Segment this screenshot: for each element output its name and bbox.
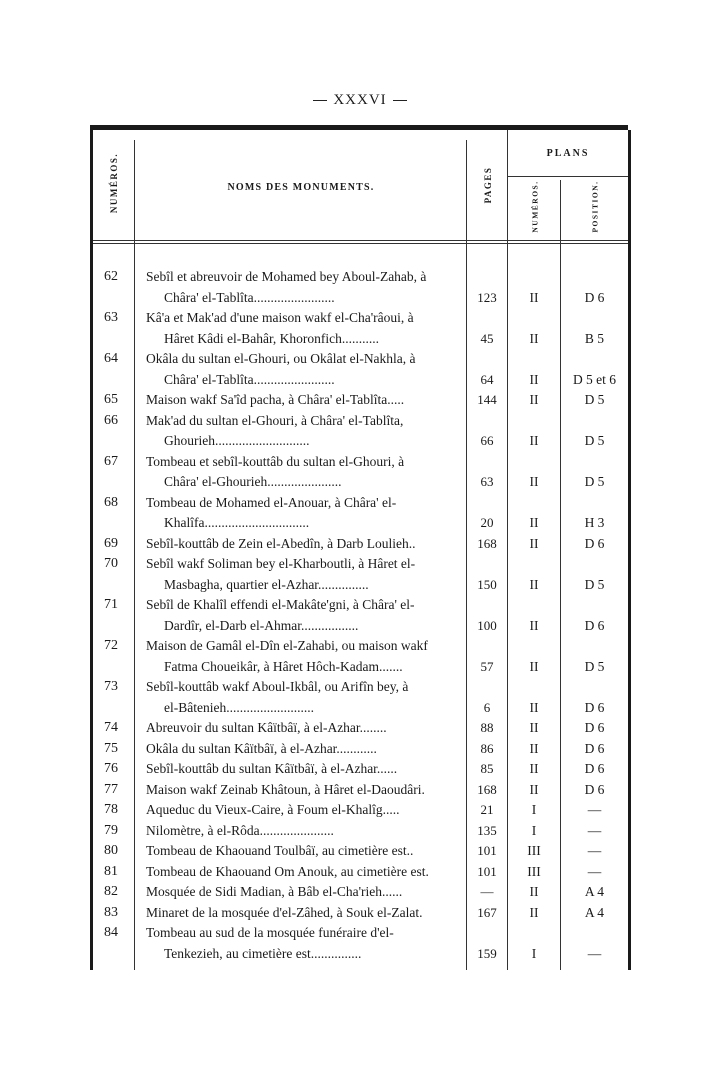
table-row [90, 759, 628, 780]
table-row [90, 493, 628, 534]
table-row [90, 452, 628, 493]
plan-position: D 5 [584, 658, 605, 674]
plan-position: A 4 [584, 904, 605, 920]
table-row [90, 862, 628, 883]
monument-name-line: Tombeau de Khaouand Toulbâï, au cimetière est.. [146, 843, 414, 858]
monument-name-line: Maison de Gamâl el-Dîn el-Zahabi, ou maison wakf [146, 638, 428, 653]
plan-number: II [529, 617, 539, 633]
monument-name-line: Dardîr, el-Darb el-Ahmar................. [164, 617, 359, 633]
monument-name [146, 308, 464, 349]
plan-position: — [587, 945, 602, 961]
table-row [90, 718, 628, 739]
page-number: XXXVI [333, 92, 387, 108]
page-ref: 101 [477, 863, 497, 879]
monument-name-line: Châra' el-Tablîta........................ [164, 289, 335, 305]
rule-under-header [93, 240, 628, 241]
plan-position: — [587, 863, 602, 879]
monument-name-line: Nilomètre, à el-Rôda...................... [146, 822, 334, 838]
monument-name-line: Châra' el-Ghourieh...................... [164, 474, 342, 489]
plan-number: II [529, 474, 539, 489]
header-plans: PLANS [546, 148, 590, 159]
table-row [90, 739, 628, 760]
monument-name [146, 821, 464, 842]
plan-number: II [529, 371, 539, 387]
monument-name-line: Maison wakf Zeinab Khâtoun, à Hâret el-Daoudâri. [146, 781, 425, 797]
table-row [90, 554, 628, 595]
monument-name [146, 759, 464, 780]
table-row [90, 800, 628, 821]
page-ref: 123 [477, 289, 497, 305]
plan-number: III [527, 863, 541, 879]
table-row [90, 349, 628, 390]
monument-name-line: Tombeau et sebîl-kouttâb du sultan el-Ghouri, à [146, 453, 405, 469]
monument-name [146, 923, 464, 964]
monument-name [146, 390, 464, 411]
page-ref: 45 [480, 330, 494, 346]
plan-position: D 5 [584, 576, 605, 592]
plan-position: D 6 [584, 720, 605, 735]
monument-name-line: Sebîl wakf Soliman bey el-Kharboutli, à Hâret el- [146, 556, 416, 571]
row-number: 69 [104, 535, 118, 551]
page-ref: 167 [477, 904, 497, 920]
plan-position: — [587, 843, 602, 858]
row-number: 70 [104, 556, 118, 571]
header-plans-numeros: NUMÉROS. [530, 180, 540, 233]
row-number: 64 [104, 351, 118, 366]
page-ref: 144 [477, 392, 497, 407]
monument-name [146, 882, 464, 903]
table-row [90, 308, 628, 349]
monument-name [146, 636, 464, 677]
page-ref: 66 [480, 433, 494, 448]
plan-position: H 3 [584, 515, 605, 530]
row-number: 76 [104, 761, 118, 776]
page-ref: 21 [480, 802, 494, 817]
plan-number: II [529, 433, 539, 448]
plan-position: D 5 [584, 392, 605, 407]
monument-name [146, 493, 464, 534]
monument-name [146, 780, 464, 801]
plan-number: II [529, 884, 539, 899]
monument-name-line: Minaret de la mosquée d'el-Zâhed, à Souk el-Zalat. [146, 904, 423, 920]
header-plans-position: POSITION. [590, 180, 600, 233]
plan-position: D 6 [584, 761, 605, 776]
plan-position: D 6 [584, 289, 605, 305]
page-ref: 85 [480, 761, 494, 776]
plan-number: II [529, 699, 539, 715]
plan-position: B 5 [584, 330, 605, 346]
row-number: 75 [104, 740, 118, 756]
row-number: 67 [104, 453, 118, 469]
header-noms: NOMS DES MONUMENTS. [227, 182, 375, 193]
monuments-table [90, 125, 628, 970]
row-number: 68 [104, 494, 118, 510]
monument-name-line: Tenkezieh, au cimetière est............... [164, 945, 362, 961]
plan-number: II [529, 576, 539, 592]
plan-number: I [531, 945, 537, 961]
monument-name [146, 267, 464, 308]
plan-position: D 5 et 6 [572, 371, 617, 387]
row-number: 62 [104, 269, 118, 284]
monument-name-line: Okâla du sultan Kâïtbâï, à el-Azhar............ [146, 740, 377, 756]
plan-position: D 6 [584, 740, 605, 756]
page-ref: 159 [477, 945, 497, 961]
page-ref: 150 [477, 576, 497, 592]
page-ref: 86 [480, 740, 494, 756]
page-ref: 135 [477, 822, 497, 838]
plan-number: II [529, 781, 539, 797]
monument-name-line: Sebîl et abreuvoir de Mohamed bey Aboul-Zahab, à [146, 269, 427, 284]
plan-position: D 5 [584, 474, 605, 489]
plan-number: II [529, 289, 539, 305]
plan-number: II [529, 740, 539, 756]
table-row [90, 636, 628, 677]
row-number: 80 [104, 843, 118, 858]
page-ref: 168 [477, 781, 497, 797]
table-row [90, 780, 628, 801]
row-number: 78 [104, 802, 118, 817]
table-row [90, 595, 628, 636]
monument-name-line: Sebîl-kouttâb de Zein el-Abedîn, à Darb Loulieh.. [146, 535, 416, 551]
row-number: 66 [104, 412, 118, 428]
plan-number: II [529, 535, 539, 551]
page-ref: 168 [477, 535, 497, 551]
monument-name-line: Okâla du sultan el-Ghouri, ou Okâlat el-Nakhla, à [146, 351, 416, 366]
page-header [0, 92, 720, 109]
table-row [90, 267, 628, 308]
plan-number: II [529, 330, 539, 346]
page-ref: 100 [477, 617, 497, 633]
row-number: 65 [104, 392, 118, 407]
monument-name [146, 677, 464, 718]
monument-name [146, 862, 464, 883]
page-ref: 6 [483, 699, 491, 715]
plan-number: II [529, 720, 539, 735]
plan-position: D 6 [584, 781, 605, 797]
monument-name-line: Sebîl-kouttâb du sultan Kâïtbâï, à el-Azhar...... [146, 761, 398, 776]
monument-name [146, 841, 464, 862]
plan-number: I [531, 822, 537, 838]
plan-position: D 6 [584, 699, 605, 715]
plan-position: — [587, 802, 602, 817]
row-number: 79 [104, 822, 118, 838]
monument-name-line: Sebîl de Khalîl effendi el-Makâte'gni, à Châra' el- [146, 597, 415, 612]
header-pages: PAGES [483, 166, 493, 204]
row-number: 84 [104, 925, 118, 940]
monument-name-line: el-Bâtenieh.......................... [164, 699, 314, 715]
row-number: 81 [104, 863, 118, 879]
page-ref: 57 [480, 658, 494, 674]
page-ref: 63 [480, 474, 494, 489]
monument-name-line: Tombeau au sud de la mosquée funéraire d'el- [146, 925, 394, 940]
header-dash-right [393, 100, 407, 101]
monument-name [146, 452, 464, 493]
rule-under-header-2 [93, 243, 628, 244]
rule-under-plans [508, 176, 628, 177]
page-ref: 88 [480, 720, 494, 735]
monument-name [146, 554, 464, 595]
table-row [90, 923, 628, 964]
monument-name-line: Ghourieh............................ [164, 433, 310, 448]
plan-number: I [531, 802, 537, 817]
page-ref: — [480, 884, 494, 899]
table-right-border [628, 130, 631, 970]
monument-name-line: Tombeau de Mohamed el-Anouar, à Châra' el- [146, 494, 397, 510]
monument-name-line: Sebîl-kouttâb wakf Aboul-Ikbâl, ou Arifîn bey, à [146, 679, 409, 694]
monument-name [146, 739, 464, 760]
table-row [90, 677, 628, 718]
page-ref: 101 [477, 843, 497, 858]
table-row [90, 534, 628, 555]
monument-name-line: Aqueduc du Vieux-Caire, à Foum el-Khalîg..... [146, 802, 400, 817]
monument-name-line: Mak'ad du sultan el-Ghouri, à Châra' el-Tablîta, [146, 412, 404, 428]
monument-name-line: Masbagha, quartier el-Azhar............... [164, 576, 369, 592]
plan-number: III [527, 843, 541, 858]
monument-name [146, 534, 464, 555]
table-row [90, 821, 628, 842]
monument-name-line: Kâ'a et Mak'ad d'une maison wakf el-Cha'râoui, à [146, 310, 414, 325]
header-numeros: NUMÉROS. [109, 152, 119, 214]
monument-name [146, 595, 464, 636]
table-row [90, 903, 628, 924]
header-dash-left [313, 100, 327, 101]
plan-position: D 5 [584, 433, 605, 448]
plan-position: — [587, 822, 602, 838]
monument-name-line: Abreuvoir du sultan Kâïtbâï, à el-Azhar........ [146, 720, 387, 735]
page-ref: 20 [480, 515, 494, 530]
plan-number: II [529, 515, 539, 530]
row-number: 83 [104, 904, 118, 920]
monument-name-line: Châra' el-Tablîta........................ [164, 371, 335, 387]
row-number: 73 [104, 679, 118, 694]
row-number: 71 [104, 597, 118, 612]
plan-position: A 4 [584, 884, 605, 899]
plan-number: II [529, 658, 539, 674]
row-number: 74 [104, 720, 118, 735]
monument-name-line: Maison wakf Sa'îd pacha, à Châra' el-Tablîta..... [146, 392, 405, 407]
monument-name [146, 800, 464, 821]
table-row [90, 411, 628, 452]
table-row [90, 882, 628, 903]
monument-name-line: Mosquée de Sidi Madian, à Bâb el-Cha'rieh...... [146, 884, 403, 899]
table-row [90, 390, 628, 411]
plan-number: II [529, 761, 539, 776]
row-number: 72 [104, 638, 118, 653]
row-number: 82 [104, 884, 118, 899]
monument-name-line: Fatma Choueikâr, à Hâret Hôch-Kadam....... [164, 658, 403, 674]
plan-number: II [529, 392, 539, 407]
row-number: 63 [104, 310, 118, 325]
monument-name [146, 349, 464, 390]
page-ref: 64 [480, 371, 494, 387]
plan-position: D 6 [584, 617, 605, 633]
row-number: 77 [104, 781, 118, 797]
table-row [90, 841, 628, 862]
monument-name-line: Khalîfa............................... [164, 515, 310, 530]
monument-name [146, 411, 464, 452]
monument-name [146, 718, 464, 739]
monument-name-line: Tombeau de Khaouand Om Anouk, au cimetière est. [146, 863, 429, 879]
monument-name [146, 903, 464, 924]
monument-name-line: Hâret Kâdi el-Bahâr, Khoronfich........... [164, 330, 380, 346]
plan-position: D 6 [584, 535, 605, 551]
plan-number: II [529, 904, 539, 920]
